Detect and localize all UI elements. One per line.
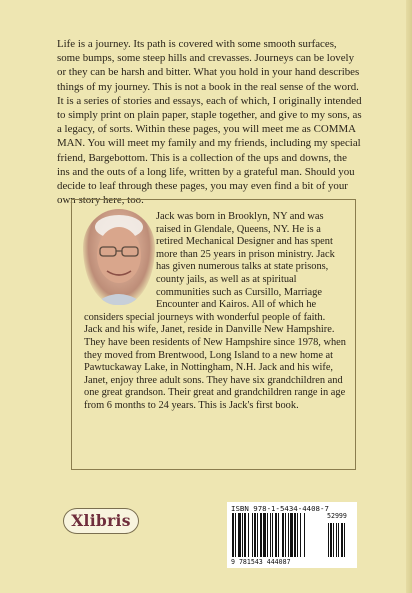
barcode-bar <box>263 513 266 557</box>
publisher-logo: Xlibris <box>63 508 139 534</box>
barcode-bar <box>260 513 262 557</box>
author-bio <box>84 211 348 413</box>
barcode-bar <box>300 513 301 557</box>
barcode-bar <box>282 513 284 557</box>
barcode-bar <box>285 513 286 557</box>
barcode-bar <box>290 513 293 557</box>
barcode-bar <box>288 513 289 557</box>
barcode-bar <box>257 513 258 557</box>
barcode-bar <box>338 523 339 557</box>
barcode-bar <box>344 523 345 557</box>
barcode-bar <box>254 513 256 557</box>
spine-shadow <box>406 0 412 593</box>
isbn-label: ISBN 978-1-5434-4408-7 <box>231 504 329 513</box>
price-code: 52999 <box>327 512 347 520</box>
barcode-bar <box>278 513 279 557</box>
barcode-bar <box>336 523 337 557</box>
barcode-bar <box>333 523 334 557</box>
barcode-bar <box>248 513 249 557</box>
barcode-bar <box>304 513 305 557</box>
barcode-bar <box>330 523 332 557</box>
barcode-bar <box>252 513 253 557</box>
barcode-bar <box>270 513 271 557</box>
barcode-digits: 9 781543 444087 <box>231 558 291 566</box>
barcode-bar <box>272 513 273 557</box>
back-cover-blurb: Life is a journey. Its path is covered with some smooth surfaces, some bumps, some steep hills and crevasses. Journeys can be lovely or they can be harsh and bitter. What you hold in your hand describes things of my journey. This is not a book in the real sense of the word. It is a series of stories and essays, each of which, I originally intended to simply print on plain paper, staple together, and give to my sons, as a legacy, of sorts. Within these pages, you will meet me as COMMA MAN. You will meet my family and my friends, including my special friend, Bargebottom. This is a collection of the ups and downs, the ins and the outs of a long life, written by a grateful man. Should you decide to leaf through these pages, you may even find a bit of your own story here, too. <box>57 38 362 207</box>
barcode-bar <box>294 513 296 557</box>
bio-paragraph-1: Jack was born in Brooklyn, NY and was raised in Glendale, Queens, NY. He is a retired Mechanical Designer and has spent more than 25 years in prison ministry. Jack has given numerous talks at state prisons, county jails, as well as at spiritual communities such as Cursillo, Marriage Encounter and Kairos. All of which he considers special journeys with wonderful people of faith. <box>84 211 335 323</box>
barcode-bar <box>238 513 241 557</box>
barcode-bar <box>297 513 298 557</box>
isbn-barcode <box>227 502 357 568</box>
barcode-bar <box>328 523 329 557</box>
barcode-bar <box>267 513 268 557</box>
barcode-bar <box>235 513 236 557</box>
barcode-bar <box>242 513 243 557</box>
barcode-bar <box>341 523 343 557</box>
bio-paragraph-2: Jack and his wife, Janet, reside in Danville New Hampshire. They have been residents of New Hampshire since 1978, when they moved from Brentwood, Long Island to a new home at Pawtuckaway Lake, in Nottingham, N.H. Jack and his wife, Janet, enjoy three adult sons. They have six grandchildren and one great grandson. Their great and grandchildren range in age from 6 months to 24 years. This is Jack's first book. <box>84 324 346 411</box>
barcode-bar <box>244 513 246 557</box>
barcode-bar <box>275 513 277 557</box>
barcode-bar <box>232 513 234 557</box>
